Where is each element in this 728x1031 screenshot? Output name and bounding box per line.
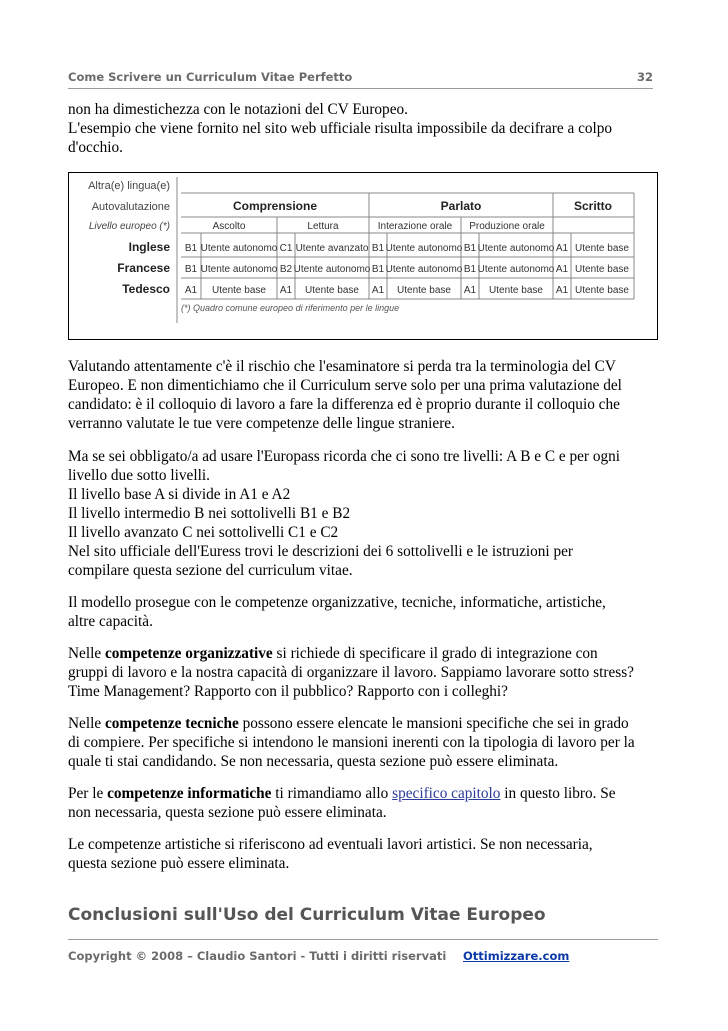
language-inglese: Inglese <box>128 240 170 254</box>
p2-line-2: livello due sotto livelli. <box>68 467 210 484</box>
page-footer <box>68 939 658 970</box>
intro-line-1: non ha dimestichezza con le notazioni del CV Europeo. <box>68 101 408 118</box>
p5-line-3: quale ti stai candidando. Se non necessaria, questa sezione può essere eliminata. <box>68 753 559 770</box>
footer-site-link[interactable]: Ottimizzare.com <box>463 949 570 963</box>
p5-line-1 <box>68 714 668 733</box>
row2-code1: B1 <box>184 264 198 275</box>
row1-value1: Utente autonomo <box>200 243 278 254</box>
header-title: Come Scrivere un Curriculum Vitae Perfetto <box>68 70 353 84</box>
p6-pre: Per le <box>68 785 108 802</box>
group-writing: Scritto <box>573 199 613 213</box>
row1-code3: B1 <box>371 243 385 254</box>
row1-code4: B1 <box>463 243 477 254</box>
p4-pre: Nelle <box>68 645 105 662</box>
p6-bold-term: competenze informatiche <box>107 785 272 802</box>
row2-code5: A1 <box>555 264 569 275</box>
p5-bold-term: competenze tecniche <box>104 715 239 732</box>
p2-line-5: Il livello avanzato C nei sottolivelli C1 e C2 <box>68 524 339 541</box>
self-assessment-label: Autovalutazione <box>91 201 170 213</box>
page-header <box>68 68 653 89</box>
row2-code4: B1 <box>463 264 477 275</box>
row1-value2: Utente avanzato <box>295 243 369 254</box>
p2-line-7: compilare questa sezione del curriculum vitae. <box>68 562 353 579</box>
europass-language-table-figure <box>68 172 658 340</box>
p3-line-2: altre capacità. <box>68 613 153 630</box>
p4-post: si richiede di specificare il grado di integrazione con <box>272 645 598 662</box>
p6-line-2: non necessaria, questa sezione può essere eliminata. <box>68 804 387 821</box>
language-francese: Francese <box>117 261 170 275</box>
p6-mid: ti rimandiamo allo <box>271 785 393 802</box>
p6-post: in questo libro. Se <box>500 785 616 802</box>
group-comprehension: Comprensione <box>232 199 318 213</box>
p5-line-2: di compiere. Per specifiche si intendono le mansioni inerenti con la tipologia di lavoro per la <box>68 734 635 751</box>
intro-line-3: d'occhio. <box>68 139 124 156</box>
p2-line-4: Il livello intermedio B nei sottolivelli B1 e B2 <box>68 505 351 522</box>
language-tedesco: Tedesco <box>122 282 170 296</box>
row3-value1: Utente base <box>212 285 266 296</box>
row1-value3: Utente autonomo <box>385 243 463 254</box>
european-level-label: Livello europeo (*) <box>88 221 170 232</box>
row2-value3: Utente autonomo <box>385 264 463 275</box>
subheader-reading: Lettura <box>307 221 339 232</box>
subheader-production: Produzione orale <box>469 221 545 232</box>
p4-line-3: Time Management? Rapporto con il pubblico? Rapporto con i colleghi? <box>68 683 508 700</box>
row1-value5: Utente base <box>575 243 629 254</box>
row3-code4: A1 <box>463 285 477 296</box>
p5-post: possono essere elencate le mansioni specifiche che sei in grado <box>238 715 629 732</box>
row3-code3: A1 <box>371 285 385 296</box>
row1-code1: B1 <box>184 243 198 254</box>
row3-value2: Utente base <box>305 285 359 296</box>
row2-value2: Utente autonomo <box>293 264 371 275</box>
row2-code2: B2 <box>279 264 293 275</box>
p7-line-2: questa sezione può essere eliminata. <box>68 855 290 872</box>
p4-bold-term: competenze organizzative <box>104 645 273 662</box>
row3-code2: A1 <box>279 285 293 296</box>
other-languages-label: Altra(e) lingua(e) <box>88 180 170 192</box>
p1-line-1: Valutando attentamente c'è il rischio che l'esaminatore si perda tra la terminologia del CV <box>68 358 616 375</box>
p2-line-3: Il livello base A si divide in A1 e A2 <box>68 486 291 503</box>
section-heading: Conclusioni sull'Uso del Curriculum Vitae Europeo <box>68 905 546 925</box>
intro-line-2: L'esempio che viene fornito nel sito web ufficiale risulta impossibile da decifrare a colpo <box>68 120 613 137</box>
p4-line-1 <box>68 644 668 663</box>
row3-value5: Utente base <box>575 285 629 296</box>
row2-value4: Utente autonomo <box>477 264 555 275</box>
group-speaking: Parlato <box>440 199 482 213</box>
p2-line-6: Nel sito ufficiale dell'Euress trovi le descrizioni dei 6 sottolivelli e le istruzioni per <box>68 543 574 560</box>
row1-code2: C1 <box>279 243 293 254</box>
p1-line-2: Europeo. E non dimentichiamo che il Curriculum serve solo per una prima valutazione del <box>68 377 622 394</box>
p2-line-1: Ma se sei obbligato/a ad usare l'Europass ricorda che ci sono tre livelli: A B e C e per ogni <box>68 448 621 465</box>
row3-code1: A1 <box>184 285 198 296</box>
footer-copyright: Copyright © 2008 – Claudio Santori - Tutti i diritti riservati <box>68 949 447 963</box>
table-footnote: (*) Quadro comune europeo di riferimento per le lingue <box>181 303 400 313</box>
specific-chapter-link[interactable]: specifico capitolo <box>392 785 501 802</box>
p3-line-1: Il modello prosegue con le competenze organizzative, tecniche, informatiche, artistiche, <box>68 594 606 611</box>
subheader-listening: Ascolto <box>212 221 246 232</box>
p6-line-1 <box>68 784 668 803</box>
p1-line-4: verranno valutate le tue vere competenze delle lingue straniere. <box>68 415 455 432</box>
row1-code5: A1 <box>555 243 569 254</box>
row2-value5: Utente base <box>575 264 629 275</box>
p7-line-1: Le competenze artistiche si riferiscono ad eventuali lavori artistici. Se non necessaria, <box>68 836 593 853</box>
row3-value3: Utente base <box>397 285 451 296</box>
p5-pre: Nelle <box>68 715 105 732</box>
row1-value4: Utente autonomo <box>477 243 555 254</box>
row2-value1: Utente autonomo <box>200 264 278 275</box>
row3-code5: A1 <box>555 285 569 296</box>
language-table-image <box>69 173 657 339</box>
p1-line-3: candidato: è il colloquio di lavoro a fare la differenza ed è proprio durante il colloquio che <box>68 396 620 413</box>
row2-code3: B1 <box>371 264 385 275</box>
row3-value4: Utente base <box>489 285 543 296</box>
page-number: 32 <box>636 70 653 84</box>
subheader-interaction: Interazione orale <box>377 221 453 232</box>
p4-line-2: gruppi di lavoro e la nostra capacità di organizzare il lavoro. Sappiamo lavorare sotto stress? <box>68 664 634 681</box>
